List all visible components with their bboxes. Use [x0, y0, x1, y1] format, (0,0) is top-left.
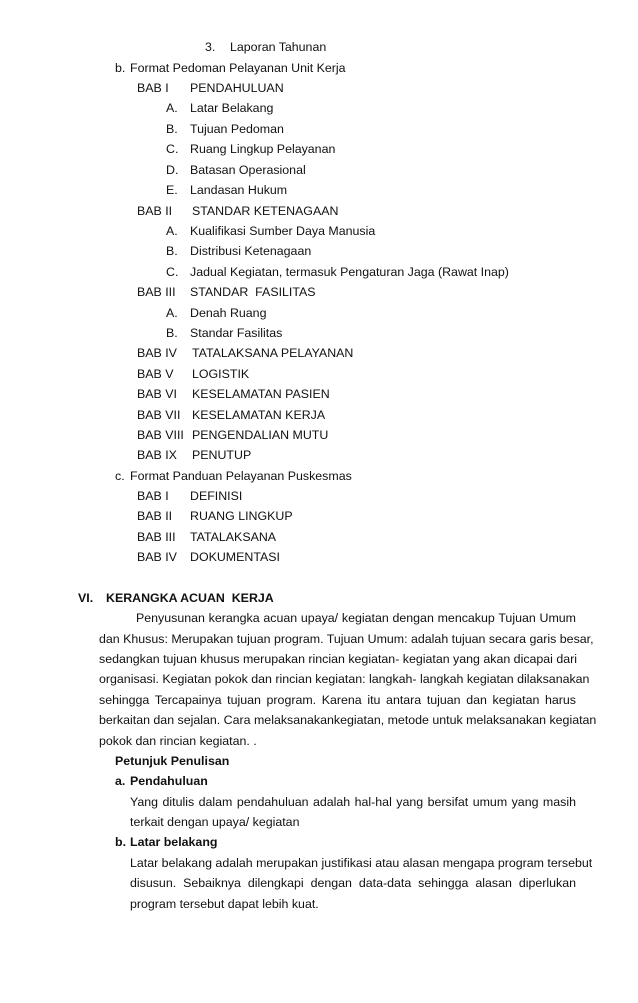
item-text: Denah Ruang — [190, 306, 267, 320]
bab-code: BAB IV — [137, 346, 177, 360]
paragraph-line: sedangkan tujuan khusus merupakan rincian kegiatan- kegiatan yang akan dicapai dari — [99, 652, 578, 666]
paragraph-line: Latar belakang adalah merupakan justifikasi atau alasan mengapa program tersebut — [130, 856, 593, 870]
paragraph-line: program tersebut dapat lebih kuat. — [130, 897, 319, 911]
list-item-text: Laporan Tahunan — [230, 40, 327, 54]
item-text: Landasan Hukum — [190, 183, 288, 197]
paragraph-line: Penyusunan kerangka acuan upaya/ kegiatan dengan mencakup Tujuan Umum — [136, 611, 576, 625]
bab-title: KESELAMATAN PASIEN — [192, 387, 330, 401]
item-text: Latar Belakang — [190, 101, 274, 115]
item-letter: B. — [166, 244, 178, 258]
bab-title: LOGISTIK — [192, 367, 250, 381]
list-number: 3. — [205, 40, 216, 54]
item-letter: A. — [166, 306, 178, 320]
bab-code: BAB VII — [137, 408, 181, 422]
item-text: Jadual Kegiatan, termasuk Pengaturan Jaga (Rawat Inap) — [190, 265, 509, 279]
bab-title: DEFINISI — [190, 489, 243, 503]
item-text: Batasan Operasional — [190, 163, 306, 177]
item-text: Kualifikasi Sumber Daya Manusia — [190, 224, 376, 238]
paragraph-line: organisasi. Kegiatan pokok dan rincian kegiatan: langkah- langkah kegiatan dilaksanakan — [99, 672, 590, 686]
paragraph-line: Yang ditulis dalam pendahuluan adalah hal-hal yang bersifat umum yang masih — [130, 795, 576, 809]
bab-title: RUANG LINGKUP — [190, 509, 293, 523]
item-text: Tujuan Pedoman — [190, 122, 284, 136]
sub-b-label: b. — [115, 835, 127, 849]
paragraph-line: terkait dengan upaya/ kegiatan — [130, 815, 300, 829]
bab-code: BAB III — [137, 530, 176, 544]
bab-title: PENUTUP — [192, 448, 252, 462]
bab-title: STANDAR KETENAGAAN — [192, 204, 339, 218]
item-letter: A. — [166, 224, 178, 238]
item-letter: B. — [166, 326, 178, 340]
bab-code: BAB VI — [137, 387, 177, 401]
bab-title: TATALAKSANA PELAYANAN — [192, 346, 354, 360]
subheading: Petunjuk Penulisan — [115, 754, 230, 768]
bab-code: BAB III — [137, 285, 176, 299]
paragraph-line: disusun. Sebaiknya dilengkapi dengan data-data sehingga alasan diperlukan — [130, 876, 576, 890]
item-letter: C. — [166, 142, 179, 156]
paragraph-line: dan Khusus: Merupakan tujuan program. Tujuan Umum: adalah tujuan secara garis besar, — [99, 632, 594, 646]
section-c-title: Format Panduan Pelayanan Puskesmas — [130, 469, 352, 483]
bab-title: KESELAMATAN KERJA — [192, 408, 326, 422]
bab-code: BAB I — [137, 81, 169, 95]
sub-a-label: a. — [115, 774, 126, 788]
sub-a-title: Pendahuluan — [130, 774, 208, 788]
sub-b-title: Latar belakang — [130, 835, 218, 849]
paragraph-line: berkaitan dan sejalan. Cara melaksanakankegiatan, metode untuk melaksanakan kegiatan — [99, 713, 597, 727]
section-b-title: Format Pedoman Pelayanan Unit Kerja — [130, 61, 346, 75]
bab-code: BAB II — [137, 204, 173, 218]
paragraph-line: pokok dan rincian kegiatan. . — [99, 734, 257, 748]
bab-title: PENGENDALIAN MUTU — [192, 428, 329, 442]
item-text: Ruang Lingkup Pelayanan — [190, 142, 336, 156]
item-letter: B. — [166, 122, 178, 136]
section-number: VI. — [78, 591, 94, 605]
bab-code: BAB IV — [137, 550, 177, 564]
bab-code: BAB II — [137, 509, 173, 523]
bab-title: TATALAKSANA — [190, 530, 277, 544]
bab-code: BAB IX — [137, 448, 177, 462]
item-text: Distribusi Ketenagaan — [190, 244, 312, 258]
item-letter: A. — [166, 101, 178, 115]
bab-title: DOKUMENTASI — [190, 550, 280, 564]
bab-code: BAB I — [137, 489, 169, 503]
paragraph-line: sehingga Tercapainya tujuan program. Karena itu antara tujuan dan kegiatan harus — [99, 693, 576, 707]
section-title: KERANGKA ACUAN KERJA — [106, 591, 274, 605]
section-b-label: b. — [115, 61, 126, 75]
bab-title: PENDAHULUAN — [190, 81, 284, 95]
bab-code: BAB V — [137, 367, 174, 381]
section-c-label: c. — [115, 469, 125, 483]
bab-code: BAB VIII — [137, 428, 184, 442]
item-text: Standar Fasilitas — [190, 326, 283, 340]
item-letter: D. — [166, 163, 179, 177]
bab-title: STANDAR FASILITAS — [190, 285, 316, 299]
item-letter: E. — [166, 183, 178, 197]
item-letter: C. — [166, 265, 179, 279]
